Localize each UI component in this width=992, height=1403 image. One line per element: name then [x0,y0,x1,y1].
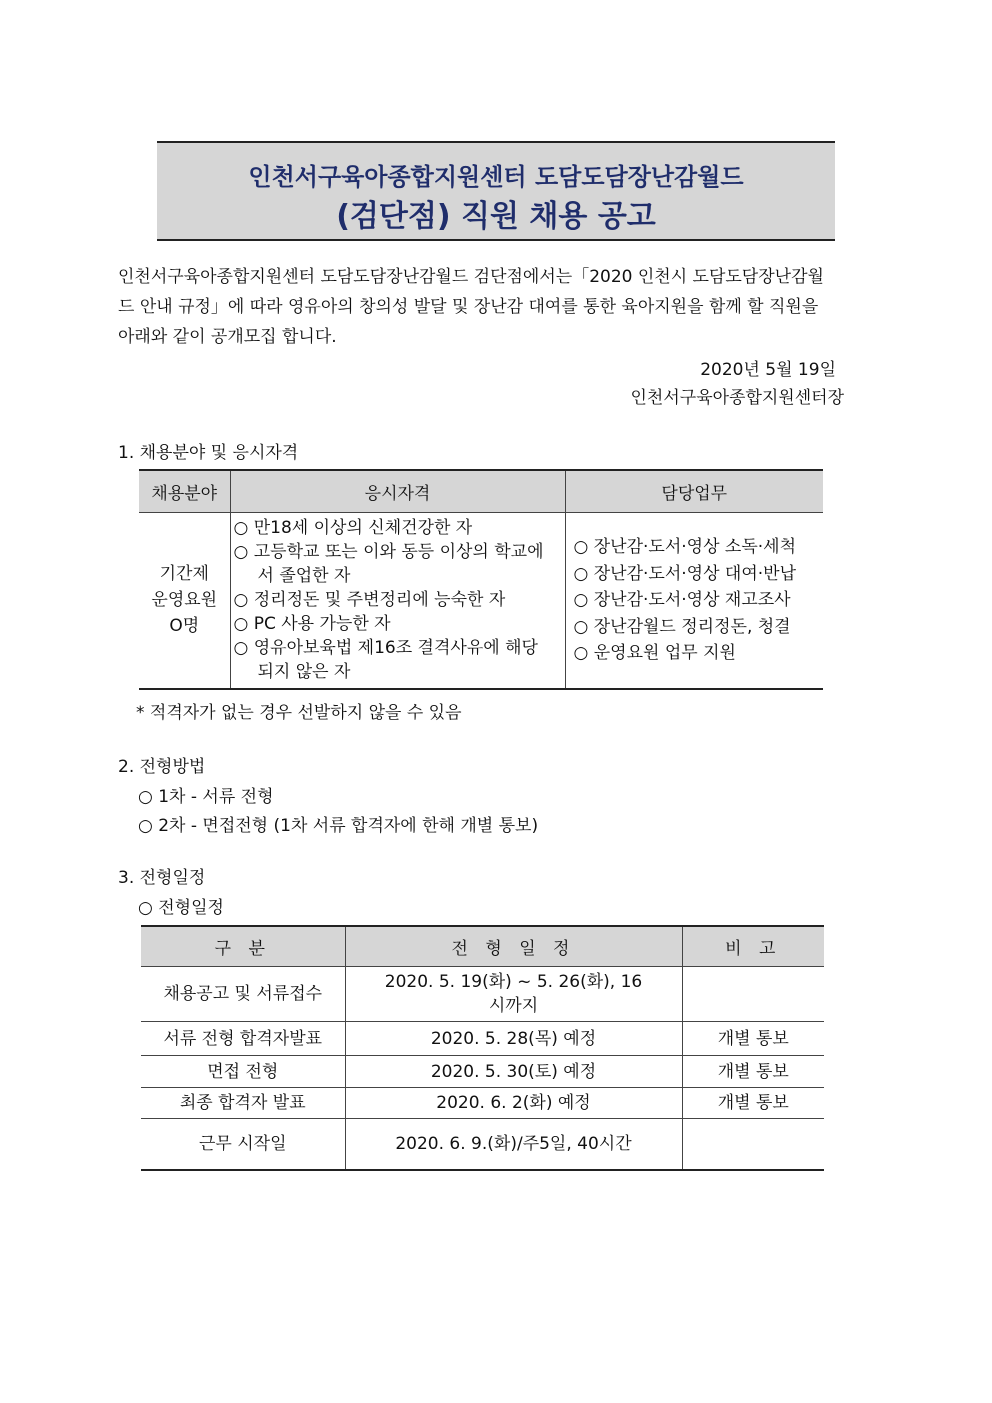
method-item: ○ 2차 - 면접전형 (1차 서류 합격자에 한해 개별 통보) [138,816,539,836]
intro-line: 인천서구육아종합지원센터 도담도담장난감월드 검단점에서는「2020 인천시 도담도담장난감월 [118,267,824,287]
title-line-2: (검단점) 직원 채용 공고 [336,199,656,234]
row-note: 개별 통보 [682,1056,824,1088]
section-2-heading: 2. 전형방법 [118,757,206,777]
duty-item: ○ 운영요원 업무 지원 [573,643,736,663]
qualification-item: ○ PC 사용 가능한 자 [233,614,391,635]
header-field: 채용분야 [139,470,230,513]
row-name: 근무 시작일 [141,1119,345,1170]
row-name: 서류 전형 합격자발표 [141,1022,345,1056]
table-row [141,1088,824,1119]
intro-line: 아래와 같이 공개모집 합니다. [118,327,337,347]
section-1-heading: 1. 채용분야 및 응시자격 [118,443,299,463]
row-name: 최종 합격자 발표 [141,1088,345,1119]
duty-item: ○ 장난감·도서·영상 소독·세척 [573,537,796,557]
header-schedule: 전 형 일 정 [345,926,682,967]
table-row [141,1056,824,1088]
intro-line: 드 안내 규정」에 따라 영유아의 창의성 발달 및 장난감 대여를 통한 육아지원을 함께 할 직원을 [118,297,819,317]
schedule-table [141,925,824,1171]
title-line-1: 인천서구육아종합지원센터 도담도담장난감월드 [248,163,744,191]
row-name: 면접 전형 [141,1056,345,1088]
qualification-item: ○ 영유아보육법 제16조 결격사유에 해당되지 않은 자 [233,638,538,683]
header-duties: 담당업무 [565,470,823,513]
row-name: 채용공고 및 서류접수 [141,967,345,1022]
recruitment-table [139,469,823,690]
row-note: 개별 통보 [682,1088,824,1119]
intro-paragraph [118,262,874,352]
header-remarks: 비 고 [682,926,824,967]
table-row [141,1119,824,1170]
row-schedule: 2020. 6. 9.(화)/주5일, 40시간 [345,1119,682,1170]
organization-name: 인천서구육아종합지원센터장 [630,388,844,408]
duty-item: ○ 장난감·도서·영상 대여·반납 [573,563,796,584]
table-row [141,967,824,1022]
field-line: 기간제 [159,564,209,585]
method-item: ○ 1차 - 서류 전형 [138,787,274,807]
row-note [682,967,824,1022]
row-schedule: 2020. 5. 30(토) 예정 [345,1056,682,1088]
duty-item: ○ 장난감월드 정리정돈, 청결 [573,616,791,637]
qualification-cell [230,513,565,689]
row-schedule: 2020. 5. 28(목) 예정 [345,1022,682,1056]
field-line: O명 [169,616,200,637]
header-category: 구 분 [141,926,345,967]
title-box [157,141,835,241]
qualification-item: ○ 정리정돈 및 주변정리에 능숙한 자 [233,590,506,611]
header-qualification: 응시자격 [230,470,565,513]
table-row [141,1022,824,1056]
section-3-heading: 3. 전형일정 [118,868,206,888]
note: * 적격자가 없는 경우 선발하지 않을 수 있음 [136,703,462,723]
field-line: 운영요원 [151,590,218,611]
notice-date: 2020년 5월 19일 [700,360,836,380]
row-note: 개별 통보 [682,1022,824,1056]
row-schedule: 2020. 6. 2(화) 예정 [345,1088,682,1119]
row-note [682,1119,824,1170]
field-cell [139,513,230,689]
duties-cell [565,513,823,689]
section-3-subheading: ○ 전형일정 [138,898,224,918]
row-schedule: 2020. 5. 19(화) ~ 5. 26(화), 16시까지 [345,967,682,1022]
qualification-item: ○ 고등학교 또는 이와 동등 이상의 학교에서 졸업한 자 [233,542,544,587]
duty-item: ○ 장난감·도서·영상 재고조사 [573,590,791,610]
qualification-item: ○ 만18세 이상의 신체건강한 자 [233,518,473,539]
